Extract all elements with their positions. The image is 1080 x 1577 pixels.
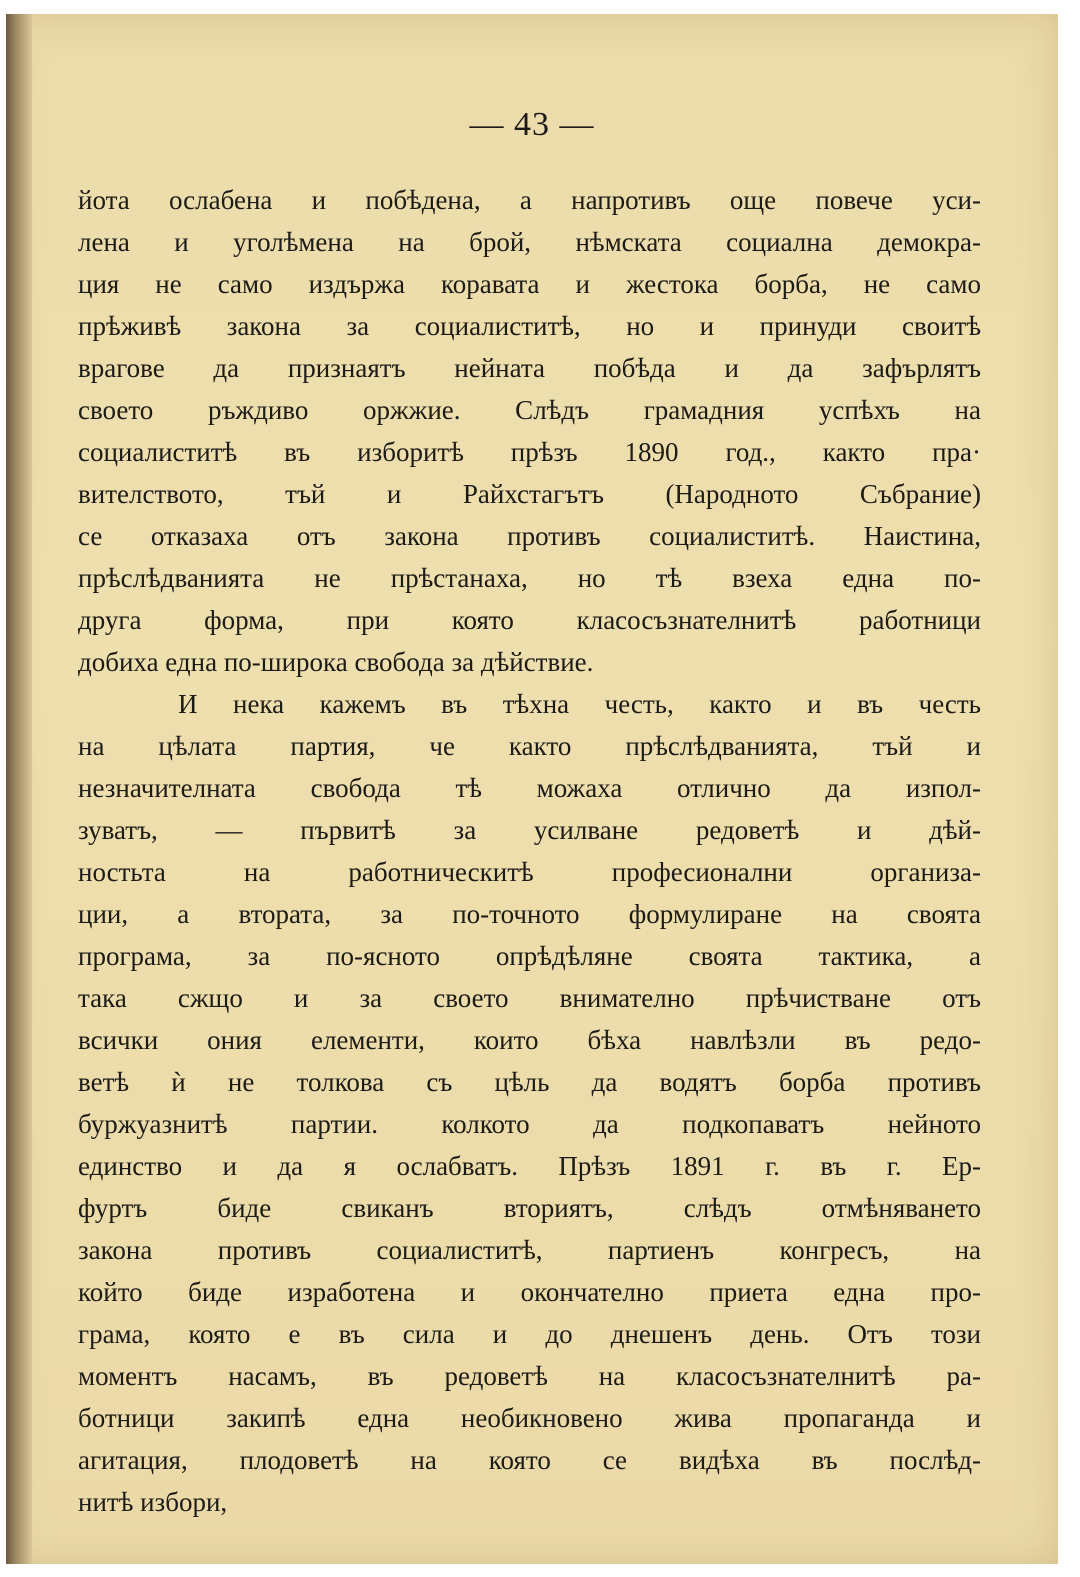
text-line: който биде изработена и окончателно приета една про- xyxy=(78,1277,981,1307)
text-line: йота ослабена и побѣдена, а напротивъ още повече уси- xyxy=(78,185,981,215)
paragraph-first-line: И нека кажемъ въ тѣхна честь, както и въ честь xyxy=(178,689,981,719)
text-line: лена и уголѣмена на брой, нѣмската социална демокра- xyxy=(78,227,981,257)
text-line: нитѣ избори, xyxy=(78,1487,228,1517)
text-line: така сжщо и за своето внимателно прѣчистване отъ xyxy=(78,983,981,1013)
book-binding-edge xyxy=(6,14,32,1564)
text-line: социалиститѣ въ изборитѣ прѣзъ 1890 год., както пра· xyxy=(78,437,981,467)
text-line: вителството, тъй и Райхстагътъ (Народното Събрание) xyxy=(78,479,981,509)
text-line: ции, а втората, за по-точното формулиране на своята xyxy=(78,899,981,929)
text-line: моментъ насамъ, въ редоветѣ на класосъзнателнитѣ ра- xyxy=(78,1361,981,1391)
text-line: се отказаха отъ закона противъ социалиститѣ. Наистина, xyxy=(78,521,981,551)
text-line: на цѣлата партия, че както прѣслѣдванията, тъй и xyxy=(78,731,981,761)
text-line: прѣживѣ закона за социалиститѣ, но и принуди своитѣ xyxy=(78,311,981,341)
text-line: ботници закипѣ една необикновено жива пропаганда и xyxy=(78,1403,981,1433)
text-line: врагове да признаятъ нейната побѣда и да зафърлятъ xyxy=(78,353,981,383)
text-line: ветѣ ѝ не толкова съ цѣль да водятъ борба противъ xyxy=(78,1067,981,1097)
text-line: фуртъ биде свиканъ вториятъ, слѣдъ отмѣняването xyxy=(78,1193,981,1223)
text-line: ностьта на работническитѣ професионални организа- xyxy=(78,857,981,887)
text-line: ция не само издържа коравата и жестока борба, не само xyxy=(78,269,981,299)
text-line: агитация, плодоветѣ на която се видѣха въ послѣд- xyxy=(78,1445,981,1475)
page-number: — 43 — xyxy=(469,106,595,143)
paper-sheet xyxy=(6,14,1058,1564)
text-line: добиха една по-широка свобода за дѣйствие. xyxy=(78,647,594,677)
text-line: грама, която е въ сила и до днешенъ день. Отъ този xyxy=(78,1319,981,1349)
text-line: незначителната свобода тѣ можаха отлично да изпол- xyxy=(78,773,981,803)
text-line: закона противъ социалиститѣ, партиенъ конгресъ, на xyxy=(78,1235,981,1265)
text-line: своето ръждиво оржжие. Слѣдъ грамадния успѣхъ на xyxy=(78,395,981,425)
text-line: зуватъ, — първитѣ за усилване редоветѣ и дѣй- xyxy=(78,815,981,845)
text-line: единство и да я ослабватъ. Прѣзъ 1891 г. въ г. Ер- xyxy=(78,1151,981,1181)
text-line: друга форма, при която класосъзнателнитѣ работници xyxy=(78,605,981,635)
text-line: всички ония елементи, които бѣха навлѣзли въ редо- xyxy=(78,1025,981,1055)
text-line: буржуазнитѣ партии. колкото да подкопаватъ нейното xyxy=(78,1109,981,1139)
text-line: прѣслѣдванията не прѣстанаха, но тѣ взеха една по- xyxy=(78,563,981,593)
text-line: програма, за по-ясното опрѣдѣляне своята тактика, а xyxy=(78,941,981,971)
body-text xyxy=(78,179,981,1523)
